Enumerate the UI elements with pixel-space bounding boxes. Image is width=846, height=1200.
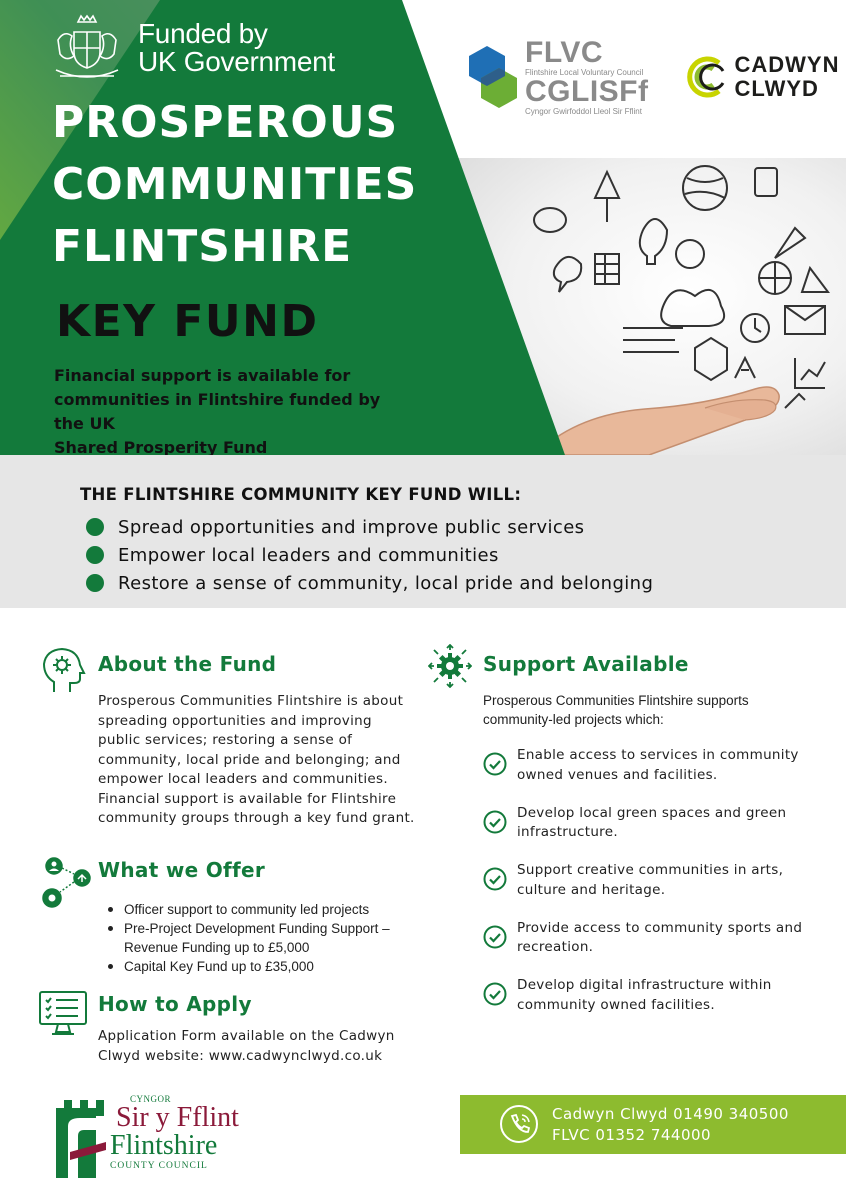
list-item: Enable access to services in community owned venues and facilities.	[483, 746, 807, 804]
check-circle-icon	[483, 982, 507, 1006]
flvc-logo	[465, 38, 649, 116]
royal-crest-icon	[50, 14, 124, 82]
title-line-2: COMMUNITIES	[52, 159, 418, 210]
list-item: Spread opportunities and improve public services	[86, 513, 653, 541]
title-line-1: PROSPEROUS	[52, 97, 399, 148]
list-item: Provide access to community sports and recreation.	[483, 919, 807, 977]
flvc-subtitle-en: Flintshire Local Voluntary Council	[525, 68, 644, 77]
flvc-subtitle-cy: Cyngor Gwirfoddol Lleol Sir Fflint	[525, 107, 642, 116]
cadwyn-text: CADWYN	[734, 52, 840, 77]
key-fund-subtitle: KEY FUND	[56, 296, 319, 347]
support-list	[483, 746, 807, 1034]
intro-line-3: Shared Prosperity Fund	[54, 438, 268, 455]
list-item: Restore a sense of community, local pride and belonging	[86, 569, 653, 597]
partner-logos	[465, 38, 840, 116]
council-cyngor: CYNGOR	[130, 1094, 172, 1104]
contact-cadwyn-clwyd: Cadwyn Clwyd 01490 340500	[552, 1105, 789, 1123]
apply-text: Application Form available on the Cadwyn Clwyd website: www.cadwynclwyd.co.uk	[98, 1028, 395, 1064]
uk-government-funding-mark	[50, 14, 335, 82]
council-welsh-name: Sir y Fflint	[116, 1102, 239, 1133]
gov-uk-government: UK Government	[138, 46, 335, 77]
bullet-dot-icon	[86, 546, 104, 564]
title-line-3: FLINTSHIRE	[52, 221, 353, 272]
gear-arrows-icon	[428, 644, 472, 688]
check-circle-icon	[483, 810, 507, 834]
bullet-dot-icon	[86, 574, 104, 592]
offer-list	[102, 900, 390, 976]
council-tower-icon	[50, 1094, 106, 1178]
check-circle-icon	[483, 752, 507, 776]
monitor-checklist-icon	[38, 990, 88, 1036]
about-text: Prosperous Communities Flintshire is about spreading opportunities and improving public services; restoring a sense of community, local pride and belonging; and empower local leaders and communities. Financial support is available for Flintshire community groups through a key fund grant.	[98, 693, 415, 826]
intro-text	[54, 364, 381, 455]
intro-line-2: communities in Flintshire funded by the UK	[54, 390, 381, 433]
gov-funded-by: Funded by	[138, 18, 268, 49]
network-people-icon	[38, 856, 94, 912]
phone-icon	[498, 1103, 540, 1145]
cadwyn-clwyd-logo	[679, 51, 840, 103]
list-item: Officer support to community led projects	[102, 900, 390, 919]
list-item: Capital Key Fund up to £35,000	[102, 957, 390, 976]
list-item: Support creative communities in arts, culture and heritage.	[483, 861, 807, 919]
council-county-council: COUNTY COUNCIL	[110, 1161, 208, 1171]
about-title: About the Fund	[98, 652, 277, 676]
intro-line-1: Financial support is available for	[54, 366, 351, 385]
flvc-hexagon-icon	[465, 42, 521, 112]
list-item: Pre-Project Development Funding Support – Revenue Funding up to £5,000	[102, 919, 390, 957]
check-circle-icon	[483, 867, 507, 891]
aims-list	[86, 513, 653, 597]
list-item: Empower local leaders and communities	[86, 541, 653, 569]
hero-section	[0, 0, 846, 455]
key-fund-aims-band	[0, 455, 846, 608]
aims-title: THE FLINTSHIRE COMMUNITY KEY FUND WILL:	[80, 485, 522, 504]
contact-bar	[460, 1095, 846, 1154]
check-circle-icon	[483, 925, 507, 949]
council-english-name: Flintshire	[110, 1130, 218, 1161]
flvc-title: FLVC	[525, 36, 604, 69]
support-title: Support Available	[483, 652, 689, 676]
clwyd-text: CLWYD	[734, 76, 819, 101]
flintshire-county-council-logo	[50, 1094, 239, 1178]
head-gear-icon	[40, 648, 86, 694]
flvc-title-cy: CGLISFf	[525, 75, 649, 108]
cadwyn-clwyd-mark-icon	[679, 51, 731, 103]
support-intro: Prosperous Communities Flintshire supports community-led projects which:	[483, 693, 749, 727]
list-item: Develop local green spaces and green infrastructure.	[483, 804, 807, 862]
bullet-dot-icon	[86, 518, 104, 536]
list-item: Develop digital infrastructure within community owned facilities.	[483, 976, 807, 1034]
page-title	[52, 92, 417, 278]
apply-title: How to Apply	[98, 992, 252, 1016]
offer-title: What we Offer	[98, 858, 266, 882]
contact-flvc: FLVC 01352 744000	[552, 1126, 712, 1144]
